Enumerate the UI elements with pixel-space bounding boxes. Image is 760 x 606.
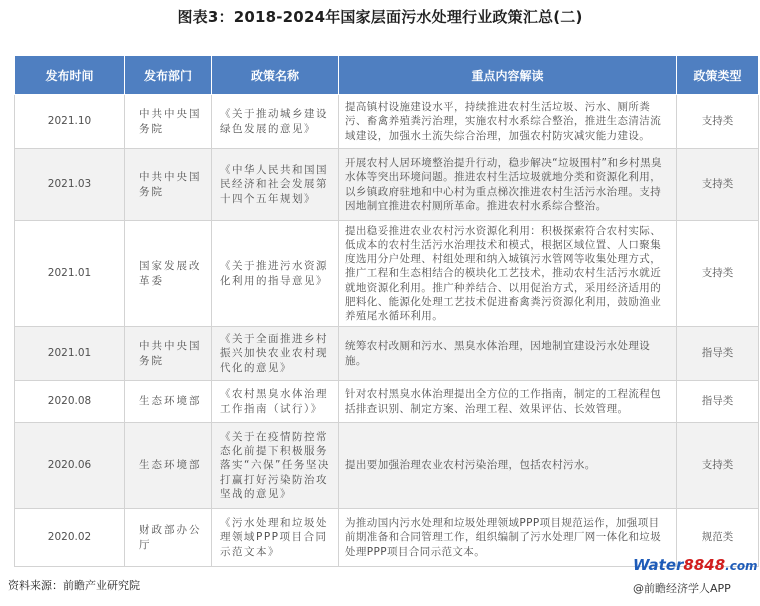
- cell-date: 2020.08: [15, 381, 125, 423]
- cell-dept: 中共中央国务院: [125, 149, 212, 221]
- cell-content: 提出稳妥推进农业农村污水资源化利用：积极探索符合农村实际、低成本的农村生活污水治理技术和模式，根据区域位置、人口聚集度选用分户处理、村组处理和纳入城镇污水管网等收集处理方式，推广工程和生态相结合的模块化工艺技术，推动农村生活污水就近就地资源化利用。推广种养结合、以用促治方式，采用经济适用的肥料化、能源化处理工艺技术促进畜禽粪污资源化利用，鼓励渔业养殖尾水循环利用。: [339, 221, 677, 327]
- header-dept: 发布部门: [125, 56, 212, 95]
- cell-name: 《中华人民共和国国民经济和社会发展第十四个五年规划》: [212, 149, 339, 221]
- table-row: [15, 221, 759, 327]
- cell-type: 指导类: [677, 327, 759, 381]
- cell-content: 针对农村黑臭水体治理提出全方位的工作指南，制定的工程流程包括排查识别、制定方案、治理工程、效果评估、长效管理。: [339, 381, 677, 423]
- cell-content: 提高镇村设施建设水平，持续推进农村生活垃圾、污水、厕所粪污、畜禽养殖粪污治理，实施农村水系综合整治，推进生态清洁流域建设，加强水土流失综合治理，加强农村防灾减灾能力建设。: [339, 95, 677, 149]
- table-row: [15, 423, 759, 509]
- cell-date: 2021.01: [15, 327, 125, 381]
- cell-date: 2021.10: [15, 95, 125, 149]
- cell-date: 2020.02: [15, 509, 125, 567]
- table-row: [15, 95, 759, 149]
- page-title: 图表3：2018-2024年国家层面污水处理行业政策汇总(二): [177, 8, 583, 26]
- table-row: [15, 381, 759, 423]
- cell-name: 《关于在疫情防控常态化前提下积极服务落实“六保”任务坚决打赢打好污染防治攻坚战的意见》: [212, 423, 339, 509]
- source-note: 资料来源：前瞻产业研究院: [8, 579, 140, 592]
- cell-type: 指导类: [677, 381, 759, 423]
- policy-table: [14, 55, 759, 567]
- header-name: 政策名称: [212, 56, 339, 95]
- cell-type: 支持类: [677, 95, 759, 149]
- cell-date: 2021.01: [15, 221, 125, 327]
- cell-type: 支持类: [677, 221, 759, 327]
- logo-text-red: 8848: [683, 556, 726, 574]
- cell-content: 统筹农村改厕和污水、黑臭水体治理，因地制宜建设污水处理设施。: [339, 327, 677, 381]
- header-content: 重点内容解读: [339, 56, 677, 95]
- logo-subtitle: @前瞻经济学人APP: [633, 582, 731, 595]
- cell-name: 《关于全面推进乡村振兴加快农业农村现代化的意见》: [212, 327, 339, 381]
- logo-wordmark: [633, 556, 758, 574]
- logo-text-blue: Water: [633, 556, 684, 574]
- cell-content: 开展农村人居环境整治提升行动，稳步解决“垃圾围村”和乡村黑臭水体等突出环境问题。推进农村生活垃圾就地分类和资源化利用，以乡镇政府驻地和中心村为重点梯次推进农村生活污水治理。支持因地制宜推进农村厕所革命。推进农村水系综合整治。: [339, 149, 677, 221]
- cell-date: 2020.06: [15, 423, 125, 509]
- cell-content: 提出要加强治理农业农村污染治理，包括农村污水。: [339, 423, 677, 509]
- cell-name: 《关于推动城乡建设绿色发展的意见》: [212, 95, 339, 149]
- header-date: 发布时间: [15, 56, 125, 95]
- cell-name: 《关于推进污水资源化利用的指导意见》: [212, 221, 339, 327]
- cell-dept: 中共中央国务院: [125, 327, 212, 381]
- cell-type: 支持类: [677, 423, 759, 509]
- cell-name: 《农村黑臭水体治理工作指南（试行）》: [212, 381, 339, 423]
- header-type: 政策类型: [677, 56, 759, 95]
- cell-date: 2021.03: [15, 149, 125, 221]
- table-row: [15, 327, 759, 381]
- cell-dept: 国家发展改革委: [125, 221, 212, 327]
- table-row: [15, 149, 759, 221]
- cell-type: 规范类: [677, 509, 759, 567]
- water8848-logo: [633, 556, 758, 602]
- cell-dept: 生态环境部: [125, 423, 212, 509]
- logo-suffix: .com: [725, 559, 758, 573]
- cell-dept: 生态环境部: [125, 381, 212, 423]
- cell-name: 《污水处理和垃圾处理领域PPP项目合同示范文本》: [212, 509, 339, 567]
- cell-dept: 中共中央国务院: [125, 95, 212, 149]
- cell-content: 为推动国内污水处理和垃圾处理领域PPP项目规范运作，加强项目前期准备和合同管理工作，组织编制了污水处理厂网一体化和垃圾处理PPP项目合同示范文本。: [339, 509, 677, 567]
- table-header-row: [15, 56, 759, 95]
- cell-dept: 财政部办公厅: [125, 509, 212, 567]
- cell-type: 支持类: [677, 149, 759, 221]
